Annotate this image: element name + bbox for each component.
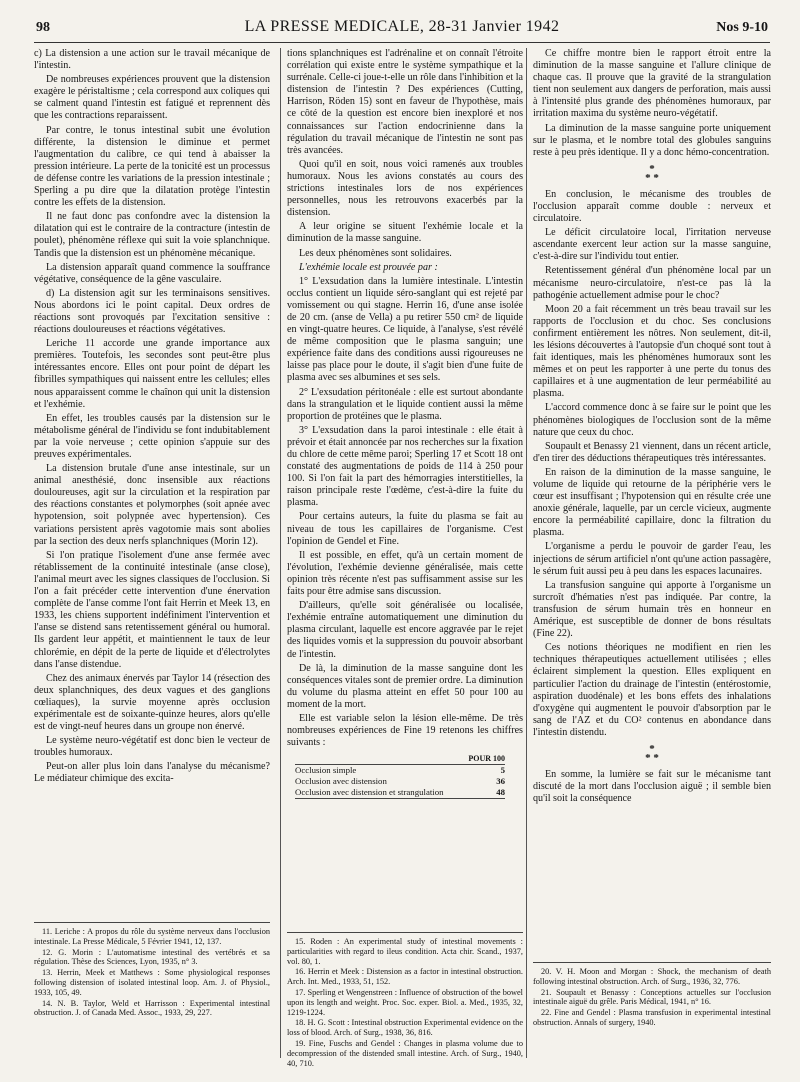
footnote: 11. Leriche : A propos du rôle du système nerveux dans l'occlusion intestinale. La Presse Médicale, 5 Février 1941, 12, 137. (34, 927, 270, 946)
star-glyph: * (653, 751, 659, 764)
star-glyph: * (653, 171, 659, 184)
paragraph: De là, la diminution de la masse sanguine dont les conséquences vitales sont de premier ordre. La diminution du volume du plasma atteint en effet 50 pour 100 au moment de la mort. (287, 662, 524, 710)
paragraph: En raison de la diminution de la masse sanguine, le volume de liquide qui retourne de la périphérie vers le cœur est insuffisant ; l'hypotension qui en résulte crée une anoxie générale, laquelle, par un cercle vicieux, augmente encore la perméabilité capillaire, donc la filtration du plasma. (533, 466, 771, 539)
paragraph: Moon 20 a fait récemment un très beau travail sur les rapports de l'occlusion et du choc. Ses conclusions confirment entièrement les nôtres. Non seulement, dit-il, les lésions découvertes à l'autopsie d'un choqué sont tout à fait identiques, mais les phénomènes humoraux sont les mêmes et on peut les rapporter à une perte du tonus des capillaires et à une augmentation de leur perméabilité au plasma. (533, 303, 771, 400)
paragraph: Soupault et Benassy 21 viennent, dans un récent article, d'en tirer des déductions thérapeutiques très intéressantes. (533, 440, 771, 464)
footnote: 12. G. Morin : L'automatisme intestinal des vertébrés et sa régulation. Thèse des Sciences, Lyon, 1935, n° 3. (34, 947, 270, 967)
paragraph: c) La distension a une action sur le travail mécanique de l'intestin. (34, 48, 270, 72)
paragraph: tions splanchniques est l'adrénaline et on connaît l'étroite corrélation qui existe entre le système sympathique et la surrénale. Celle-ci joue-t-elle un rôle dans l'inhibition et la distension de l'intestin ? Des expériences (Cutting, Harrison, Röden 15) sont en faveur de l'hypothèse, mais ce côté de la question est encore bien inexploré et nos connaissances sur l'action endocrinienne dans la régulation du travail mécanique de l'intestin ne sont pas très avancées. (287, 48, 523, 156)
paragraph: La distension apparaît quand commence la souffrance végétative, conséquence de la gêne vasculaire. (34, 261, 270, 285)
results-table (295, 753, 505, 799)
paragraph: Les deux phénomènes sont solidaires. (299, 247, 452, 259)
footnote: 18. H. G. Scott : Intestinal obstruction Experimental evidence on the loss of blood. Arch. of Surg., 1938, 36, 816. (287, 1018, 523, 1038)
paragraph: La diminution de la masse sanguine porte uniquement sur le plasma, et le nombre total des globules sanguins reste à peu près identique. Il y a donc hémo-concentration. (533, 122, 771, 158)
star-glyph: * (645, 751, 651, 764)
column-divider (280, 48, 281, 1058)
paragraph: Ce chiffre montre bien le rapport étroit entre la diminution de la masse sanguine et l'allure clinique de chaque cas. Il prouve que la gravité de la strangulation tient non seulement aux dangers de perforation, mais aussi à l'intensité plus grande des phénomènes humoraux, par irritation maxima du système neuro-végétatif. (533, 48, 771, 120)
paragraph: Elle est variable selon la lésion elle-même. De très nombreuses expériences de Fine 19 retenons les chiffres suivants : (287, 712, 523, 749)
star-pair (533, 171, 771, 184)
paragraph: Il est possible, en effet, qu'à un certain moment de l'évolution, l'exhémie devienne généralisée, mais cette opinion très récente n'est pas suffisamment assise sur les faits pour être admise sans discussion. (287, 549, 523, 598)
footnote-rule (533, 962, 771, 963)
footnote: 17. Sperling et Wengenstreen : Influence of obstruction of the bowel upon its length and weight. Proc. Soc. exper. Biol. a. Med., 1935, 32, 1219-1224. (287, 987, 523, 1017)
paragraph: D'ailleurs, qu'elle soit généralisée ou localisée, l'exhémie entraîne automatiquement une diminution du plasma circulant, laquelle est encore aggravée par le rejet des liquides vomis et la suppression du pouvoir absorbant de l'intestin. (287, 600, 523, 660)
paragraph: Chez des animaux énervés par Taylor 14 (résection des deux splanchniques, des deux vagues et des ganglions cœliaques), la survie moyenne après occlusion expérimentale est de soixante-quinze heures, alors qu'elle est de vingt-neuf heures dans un groupe non énervé. (34, 672, 270, 733)
column-2 (287, 48, 523, 805)
table-row (295, 764, 505, 776)
star-glyph: * (649, 742, 655, 755)
footnote: 19. Fine, Fuschs and Gendel : Changes in plasma volume due to decompression of the distended small intestine. Arch. of Surg., 1940, 40, 710. (287, 1038, 523, 1068)
paragraph: Le déficit circulatoire local, l'irritation nerveuse ascendante exercent leur action sur la masse sanguine, c'est-à-dire sur l'individu tout entier. (533, 227, 771, 263)
table-cell-label: Occlusion simple (295, 765, 357, 776)
star-pair (533, 751, 771, 764)
paragraph: Retentissement général d'un phénomène local par un mécanisme neuro-circulatoire, n'est-ce pas là la pathogénie actuellement admise pour le choc? (533, 265, 771, 301)
paragraph: L'accord commence donc à se faire sur le point que les phénomènes biologiques de l'occlusion sont de la même nature que ceux du choc. (533, 402, 771, 438)
page-header (34, 14, 770, 43)
paragraph: 1° L'exsudation dans la lumière intestinale. L'intestin occlus contient un liquide séro-sanglant qui est rejeté par vomissement ou qui stagne. Herrin 16, d'une anse isolée de 20 cm. (anse de Vella) a pu retirer 550 cm² de liquide en vingt-quatre heures. Ce liquide, à l'analyse, s'est révélé de même composition que le plasma sanguin; une expérience faite dans des conditions aussi rigoureuses ne laisse pas place pour le doute, il s'agit bien d'une fuite de plasma avec ses albumines et ses sels. (287, 275, 523, 384)
footnote: 21. Soupault et Benassy : Conceptions actuelles sur l'occlusion intestinale aiguë du grêle. Paris Médical, 1941, n° 16. (533, 987, 771, 1007)
footnote-rule (287, 932, 523, 933)
paragraph: Quoi qu'il en soit, nous voici ramenés aux troubles humoraux. Nous les avions constatés au cours des strictions intestinales lors de nos expériences personnelles, nous les retrouvons exacerbés par la distension. (287, 158, 523, 219)
star-glyph: * (645, 171, 651, 184)
paragraph: En somme, la lumière se fait sur le mécanisme tant discuté de la mort dans l'occlusion aiguë ; il semble bien qu'il soit la conséquence (533, 768, 771, 805)
paragraph: Pour certains auteurs, la fuite du plasma se fait au niveau de tous les capillaires de l'organisme. C'est l'opinion de Gendel et Fine. (287, 511, 523, 547)
footnote: 13. Herrin, Meek et Matthews : Some physiological responses following distension of isolated intestinal loop. Am. J. of Physiol., 1933, 105, 49. (34, 968, 270, 997)
column-3 (533, 48, 771, 807)
paragraph: En conclusion, le mécanisme des troubles de l'occlusion apparaît comme double : nerveux et circulatoire. (533, 188, 771, 225)
paragraph: En effet, les troubles causés par la distension sur le métabolisme général de l'individu se font indubitablement par la voie nerveuse ; cette opinion s'appuie sur des preuves expérimentales. (34, 412, 270, 460)
journal-title: LA PRESSE MEDICALE, 28-31 Janvier 1942 (244, 18, 560, 35)
paragraph: 2° L'exsudation péritonéale : elle est surtout abondante dans la strangulation et le liquide contient aussi la même proportion de protéines que le plasma. (287, 386, 523, 422)
paragraph: La distension brutale d'une anse intestinale, sur un animal anesthésié, donc insensible aux réactions douloureuses, agit sur la circulation et la respiration par des réactions constantes et polymorphes (soit apnée avec hypotension, soit polypnée avec hypertension). Ces variations persistent après vagotomie mais sont abolies par la section des deux nerfs splanchniques (Morin 12). (34, 463, 270, 547)
footnote-rule (34, 922, 270, 923)
paragraph: A leur origine se situent l'exhémie locale et la diminution de la masse sanguine. (287, 221, 523, 245)
footnote: 20. V. H. Moon and Morgan : Shock, the mechanism of death following intestinal obstruction. Arch. of Surg., 1936, 32, 776. (533, 967, 771, 986)
footnote: 16. Herrin et Meek : Distension as a factor in intestinal obstruction. Arch. Int. Med., 1933, 51, 152. (287, 967, 523, 987)
paragraph: La transfusion sanguine qui apporte à l'organisme un surcroît d'hématies n'est pas indiquée. Par contre, la transfusion de sérum humain très en honneur en Amérique, est susceptible de donner de bons résultats (Fine 22). (533, 579, 771, 640)
footnote: 14. N. B. Taylor, Weld et Harrisson : Experimental intestinal obstruction. J. of Canada Med. Assoc., 1933, 29, 227. (34, 998, 270, 1018)
paragraph: L'organisme a perdu le pouvoir de garder l'eau, les injections de sérum artificiel n'ont qu'une action passagère, le sérum fuit aussi peu à peu dans les espaces lacunaires. (533, 541, 771, 577)
paragraph: Leriche 11 accorde une grande importance aux premières. Toutefois, les secondes sont peut-être plus intéressantes encore. Elles ont pour point de départ les fibrilles sympathiques qui naissent entre les cellules; elles nous apparaissent comme le chaînon qui unit la distension et l'exhémie. (34, 338, 270, 410)
table-cell-value: 36 (496, 776, 505, 787)
footnote: 15. Roden : An experimental study of intestinal movements : particularities with regard to ileus condition. Acta chir. Scand., 1937, vol. 80, 1. (287, 937, 523, 966)
paragraph: Le système neuro-végétatif est donc bien le vecteur de troubles humoraux. (34, 735, 270, 759)
table-cell-label: Occlusion avec distension et strangulation (295, 787, 444, 798)
paragraph: De nombreuses expériences prouvent que la distension exagère le péristaltisme ; cela correspond aux coliques qui se calment quand l'intestin est fatigué et reprennent dès que les contractions reparaissent. (34, 74, 270, 122)
issue-number: Nos 9-10 (716, 20, 768, 35)
paragraph: 3° L'exsudation dans la paroi intestinale : elle était à prévoir et était annoncée par nos recherches sur la fixation du chlore de cette même paroi; Sperling 17 et Scott 18 ont constaté des augmentations de poids de 114 à 250 pour 100. Si l'on fait la part des hémorragies interstitielles, la raison principale reste l'œdème, c'est-à-dire la fuite du plasma. (287, 424, 523, 509)
paragraph: Peut-on aller plus loin dans l'analyse du mécanisme? Le médiateur chimique des excita- (34, 761, 270, 785)
paragraph: L'exhémie locale est prouvée par : (299, 261, 438, 273)
footnote: 22. Fine and Gendel : Plasma transfusion in experimental intestinal obstruction. Annals of surgery, 1940. (533, 1008, 771, 1027)
table-row (295, 776, 505, 787)
footnotes-1 (34, 918, 270, 1019)
footnotes-3 (533, 958, 771, 1029)
star-glyph: * (649, 162, 655, 175)
table-row (295, 787, 505, 799)
table-cell-value: 5 (500, 765, 505, 776)
paragraph: Si l'on pratique l'isolement d'une anse fermée avec rétablissement de la continuité intestinale (anse close), l'animal meurt avec les signes classiques de l'occlusion. Si l'on a fait précéder cette intervention d'une énervation complète de l'anse comme l'ont fait Herrin et Meek 13, en 1933, les chiens supportent indéfiniment l'intervention et l'anse se distend sans retentissement général ou humoral. Ils gardent leur appétit, et maintiennent le taux de leur chlorémie, en dépit de la perte de liquide et d'électrolytes dans l'anse distendue. (34, 549, 270, 670)
table-cell-value: 48 (496, 787, 505, 798)
column-divider (526, 48, 527, 1058)
table-cell-label: Occlusion avec distension (295, 776, 387, 787)
paragraph: Ces notions théoriques ne modifient en rien les techniques thérapeutiques actuellement utilisées ; elles éclairent simplement la question. Elles expliquent en particulier l'action du drainage de l'intestin (entérostomie, aspiration duodénale) et les bons effets des inhalations d'oxygène qui augmentent le pouvoir d'absorption par le sang de l'AZ et du CO² contenus en abondance dans l'intestin distendu. (533, 642, 771, 738)
section-separator (533, 162, 771, 184)
page-number: 98 (36, 20, 50, 35)
paragraph: Par contre, le tonus intestinal subit une évolution différente, la distension le diminue et permet l'augmentation du calibre, ce qui tend à abaisser la pression intérieure. La perte de la tonicité est un processus de défense contre les variations de la pression intestinale ; Sperling a pu dire que la dilatation protège l'intestin contre les effets de la distension. (34, 124, 271, 209)
paragraph: Il ne faut donc pas confondre avec la distension la dilatation qui est le contraire de la contracture (intestin de poulet), phénomène réflexe qui suit la voie splanchnique. Tandis que la distension est un phénomène mécanique. (34, 211, 270, 259)
paragraph: d) La distension agit sur les terminaisons sensitives. Nous abordons ici le point capital. Deux ordres de réactions sont provoqués par l'excitation sensitive : réactions douloureuses et réactions végétatives. (34, 287, 270, 336)
section-separator (533, 742, 771, 764)
footnotes-2 (287, 928, 523, 1069)
table-header: POUR 100 (468, 754, 505, 764)
column-1 (34, 48, 270, 788)
